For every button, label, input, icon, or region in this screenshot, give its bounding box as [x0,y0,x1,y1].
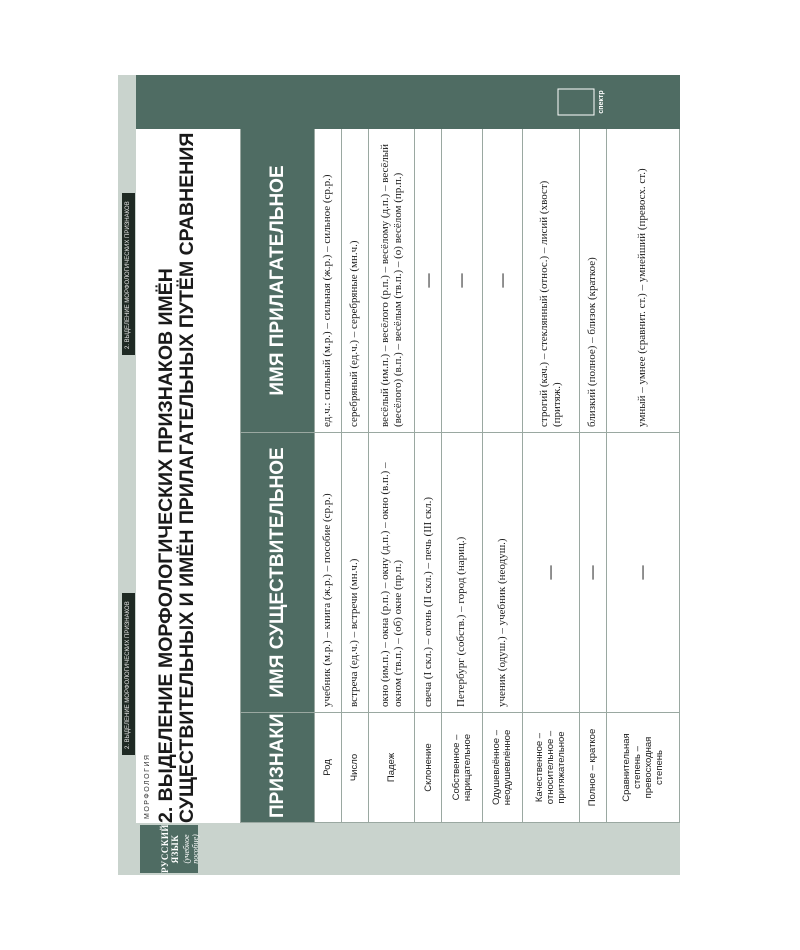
row-feature: Одушевлённое – неодушевлённое [482,713,522,823]
row-noun: учебник (м.р.) – книга (ж.р.) – пособие (ср.р.) [315,433,342,713]
content-area [136,75,680,875]
row-feature: Число [341,713,368,823]
subject-subtitle: (учебное пособие) [182,834,200,864]
row-adjective: близкий (полное) – близок (краткое) [579,129,606,433]
left-label-strip [136,823,680,875]
row-noun: ученик (одуш.) – учебник (неодуш.) [482,433,522,713]
sticker-left: 2. ВЫДЕЛЕНИЕ МОРФОЛОГИЧЕСКИХ ПРИЗНАКОВ [122,593,135,755]
title-line-1: 2. ВЫДЕЛЕНИЕ МОРФОЛОГИЧЕСКИХ ПРИЗНАКОВ ИМЁН [155,268,177,823]
row-adjective: серебряный (ед.ч.) – серебряные (мн.ч.) [341,129,368,433]
publisher-logo [556,87,636,117]
publisher-name: спектр [598,90,605,114]
header-noun: ИМЯ СУЩЕСТВИТЕЛЬНОЕ [241,433,315,713]
top-strip [118,75,136,875]
table-row [442,129,482,823]
row-noun: окно (им.п.) – окна (р.п.) – окну (д.п.) – окно (в.п.) – окном (тв.п.) – (об) окне (пр.п.) [368,433,414,713]
row-noun: — [606,433,679,713]
comparison-table [240,128,680,823]
table-row [579,129,606,823]
category-label: МОРФОЛОГИЯ [144,753,151,819]
table-row [368,129,414,823]
row-noun: Петербург (собств.) – город (нариц.) [442,433,482,713]
table-row [415,129,442,823]
row-adjective: — [415,129,442,433]
publisher-logo-icon [556,87,596,117]
row-adjective: умный – умнее (сравнит. ст.) – умнейший (превосх. ст.) [606,129,679,433]
row-adjective: весёлый (им.п.) – весёлого (р.п.) – весёлому (д.п.) – весёлый (весёлого) (в.п.) – весёлым (тв.п.) – (о) весёлом (пр.п.) [368,129,414,433]
row-feature: Падеж [368,713,414,823]
subject-label: РУССКИЙ ЯЗЫК [160,824,180,873]
table-row [315,129,342,823]
series-badge [140,825,198,873]
row-adjective: строгий (кач.) – стеклянный (относ.) – лисий (хвост) (притяж.) [522,129,579,433]
row-noun: свеча (I скл.) – огонь (II скл.) – печь (III скл.) [415,433,442,713]
row-adjective: ед.ч.: сильный (м.р.) – сильная (ж.р.) – сильное (ср.р.) [315,129,342,433]
row-adjective: — [442,129,482,433]
row-noun: — [579,433,606,713]
table-row [341,129,368,823]
table-row [522,129,579,823]
row-feature: Собственное – нарицательное [442,713,482,823]
header-adjective: ИМЯ ПРИЛАГАТЕЛЬНОЕ [241,129,315,433]
row-noun: встреча (ед.ч.) – встречи (мн.ч.) [341,433,368,713]
row-feature: Сравнительная степень – превосходная степень [606,713,679,823]
page-title [156,129,198,823]
title-line-2: СУЩЕСТВИТЕЛЬНЫХ И ИМЁН ПРИЛАГАТЕЛЬНЫХ ПУТЁМ СРАВНЕНИЯ [176,132,198,823]
row-noun: — [522,433,579,713]
row-feature: Род [315,713,342,823]
rotated-sheet [118,75,680,875]
title-zone [136,129,240,823]
row-feature: Качественное – относительное – притяжательное [522,713,579,823]
poster [118,75,680,875]
header-features: ПРИЗНАКИ [241,713,315,823]
row-adjective: — [482,129,522,433]
sticker-right: 2. ВЫДЕЛЕНИЕ МОРФОЛОГИЧЕСКИХ ПРИЗНАКОВ [122,193,135,355]
table-row [482,129,522,823]
table-row [606,129,679,823]
row-feature: Склонение [415,713,442,823]
row-feature: Полное – краткое [579,713,606,823]
